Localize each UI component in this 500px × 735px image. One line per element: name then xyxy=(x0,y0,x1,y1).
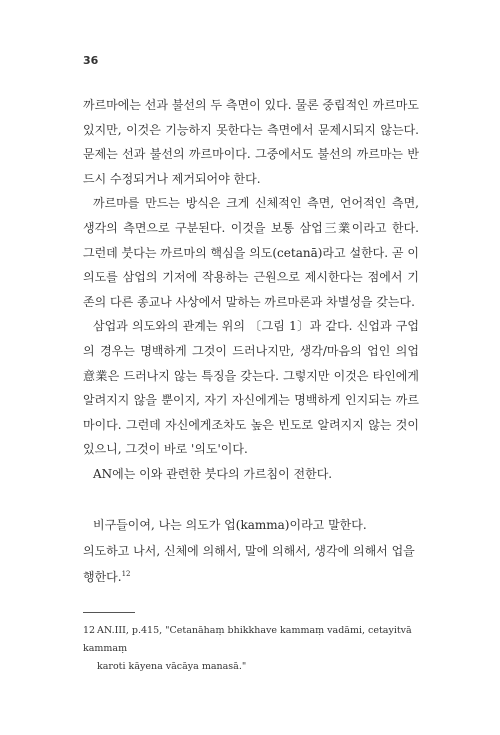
quote-line-2: 의도하고 나서, 신체에 의해서, 말에 의해서, 생각에 의해서 업을 xyxy=(83,544,415,558)
footnote-number: 12 xyxy=(83,625,96,636)
block-quote xyxy=(83,512,419,590)
paragraph-1: 까르마에는 선과 불선의 두 측면이 있다. 물론 중립적인 까르마도 있지만, 이것은 기능하지 못한다는 측면에서 문제시되지 않는다. 문제는 선과 불선의 까르마이다. 그중에서도 불선의 까르마는 반드시 수정되거나 제거되어야 한다. xyxy=(83,98,419,186)
paragraph-2: 까르마를 만드는 방식은 크게 신체적인 측면, 언어적인 측면, 생각의 측면으로 구분된다. 이것을 보통 삼업三業이라고 한다. 그런데 붓다는 까르마의 핵심을 의도(cetanā)라고 설한다. 곧 이 의도를 삼업의 기저에 작용하는 근원으로 제시한다는 점에서 기존의 다른 종교나 사상에서 말하는 까르마론과 차별성을 갖는다. xyxy=(83,196,419,309)
footnote-line-1: AN.III, p.415, "Cetanāhaṃ bhikkhave kammaṃ vadāmi, cetayitvā kammaṃ xyxy=(83,625,412,654)
paragraph-3: 삼업과 의도와의 관계는 위의 〔그림 1〕과 같다. 신업과 구업의 경우는 명백하게 그것이 드러나지만, 생각/마음의 업인 의업意業은 드러나지 않는 특징을 갖는다. 그렇지만 이것은 타인에게 알려지지 않을 뿐이지, 자기 자신에게는 명백하게 인지되는 까르마이다. 그런데 자신에게조차도 높은 빈도로 알려지지 않는 것이 있으니, 그것이 바로 '의도'이다. xyxy=(83,319,419,457)
footnote-line-2: karoti kāyena vācāya manasā." xyxy=(97,661,247,672)
footnote-reference[interactable]: 12 xyxy=(121,570,131,578)
quote-line-3-text: 행한다. xyxy=(83,570,122,584)
footnote xyxy=(83,622,423,676)
paragraph-4: AN에는 이와 관련한 붓다의 가르침이 전한다. xyxy=(93,466,333,481)
page-number: 36 xyxy=(83,54,99,67)
quote-line-3 xyxy=(83,564,419,590)
body-text xyxy=(83,93,419,487)
footnote-divider xyxy=(83,612,135,613)
quote-line-1: 비구들이여, 나는 의도가 업(kamma)이라고 말한다. xyxy=(93,518,367,532)
